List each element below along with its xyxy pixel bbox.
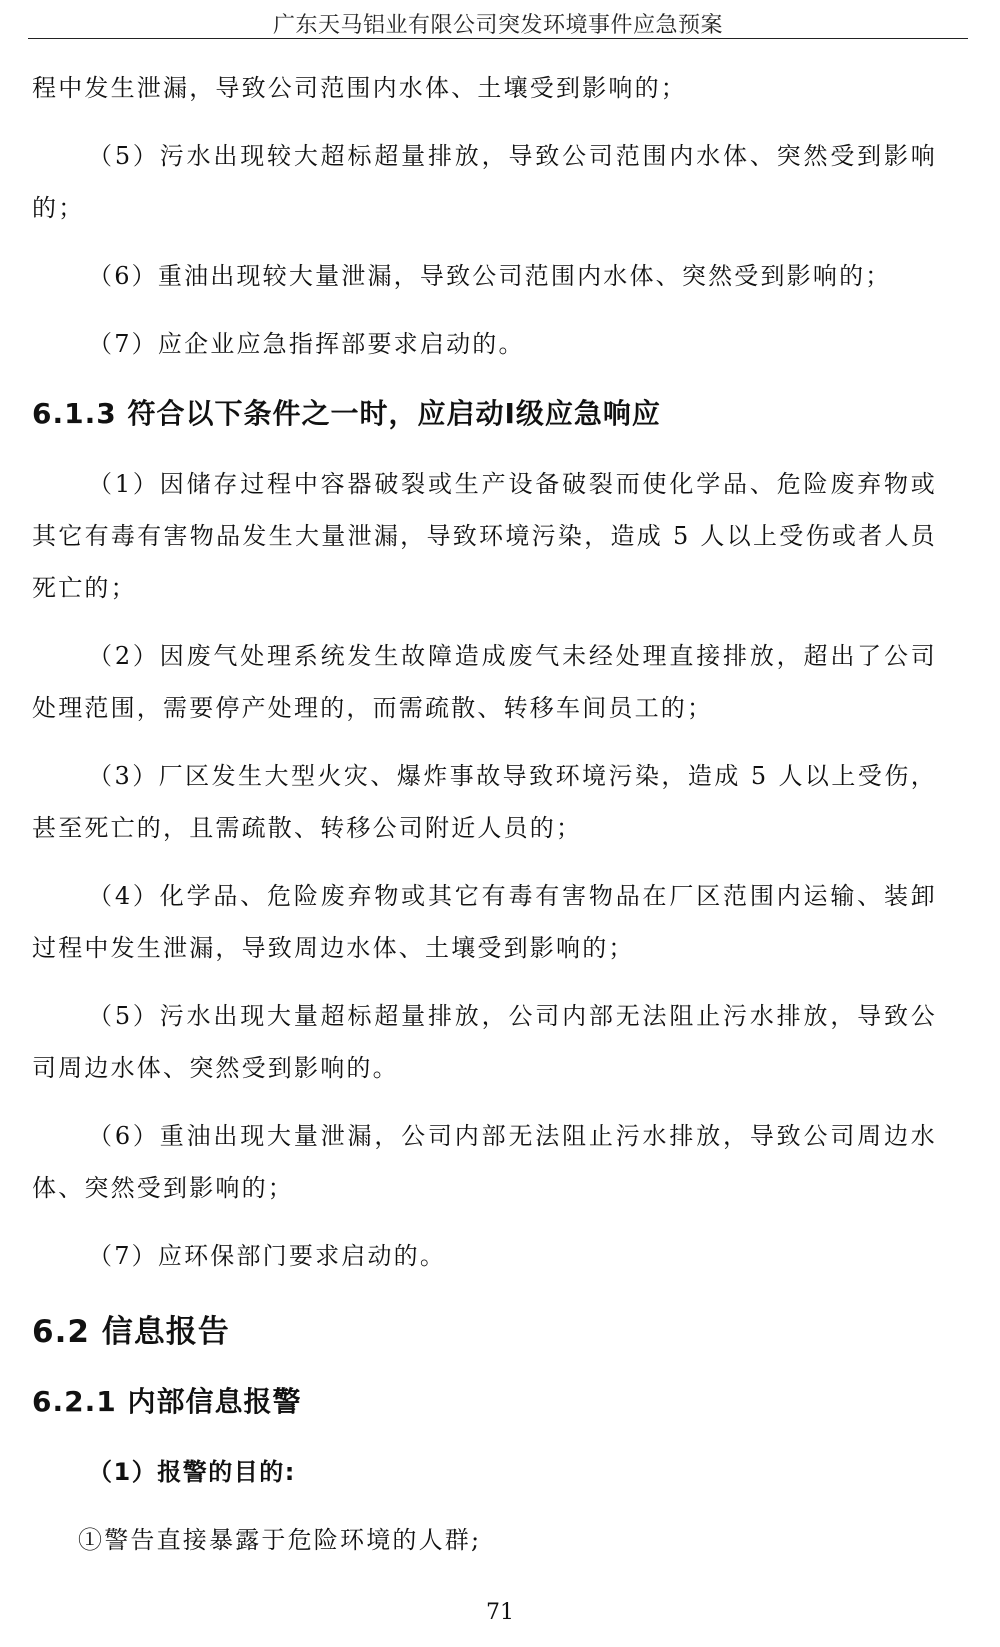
heading-6-2: 6.2 信息报告 — [32, 1314, 230, 1350]
paragraph-item-5: （5）污水出现较大超标超量排放，导致公司范围内水体、突然受到影响的； — [32, 142, 937, 222]
heading-6-2-1: 6.2.1 内部信息报警 — [32, 1385, 302, 1418]
page-header — [28, 6, 968, 39]
level1-item-7: （7）应环保部门要求启动的。 — [88, 1242, 447, 1270]
page-number: 71 — [486, 1600, 514, 1625]
list-item-warn-exposed: ①警告直接暴露于危险环境的人群; — [78, 1526, 482, 1554]
heading-6-1-3: 6.1.3 符合以下条件之一时，应启动I级应急响应 — [32, 397, 661, 430]
header-title: 广东天马铝业有限公司突发环境事件应急预案 — [272, 13, 723, 38]
level1-item-4: （4）化学品、危险废弃物或其它有毒有害物品在厂区范围内运输、装卸过程中发生泄漏，导致周边水体、土壤受到影响的； — [32, 882, 937, 962]
paragraph-item-6: （6）重油出现较大量泄漏，导致公司范围内水体、突然受到影响的； — [88, 262, 892, 290]
level1-item-6: （6）重油出现大量泄漏，公司内部无法阻止污水排放，导致公司周边水体、突然受到影响的； — [32, 1122, 937, 1202]
level1-item-3: （3）厂区发生大型火灾、爆炸事故导致环境污染，造成 5 人以上受伤，甚至死亡的，且需疏散、转移公司附近人员的； — [32, 762, 937, 842]
document-body — [32, 62, 937, 1566]
level1-item-5: （5）污水出现大量超标超量排放，公司内部无法阻止污水排放，导致公司周边水体、突然受到影响的。 — [32, 1002, 937, 1082]
subheading-alarm-purpose: （1）报警的目的: — [88, 1458, 296, 1486]
level1-item-1: （1）因储存过程中容器破裂或生产设备破裂而使化学品、危险废弃物或其它有毒有害物品发生大量泄漏，导致环境污染，造成 5 人以上受伤或者人员死亡的； — [32, 470, 937, 602]
paragraph-item-7: （7）应企业应急指挥部要求启动的。 — [88, 330, 525, 358]
level1-item-2: （2）因废气处理系统发生故障造成废气未经处理直接排放，超出了公司处理范围，需要停产处理的，而需疏散、转移车间员工的； — [32, 642, 937, 722]
paragraph-continuation: 程中发生泄漏，导致公司范围内水体、土壤受到影响的； — [32, 74, 687, 102]
